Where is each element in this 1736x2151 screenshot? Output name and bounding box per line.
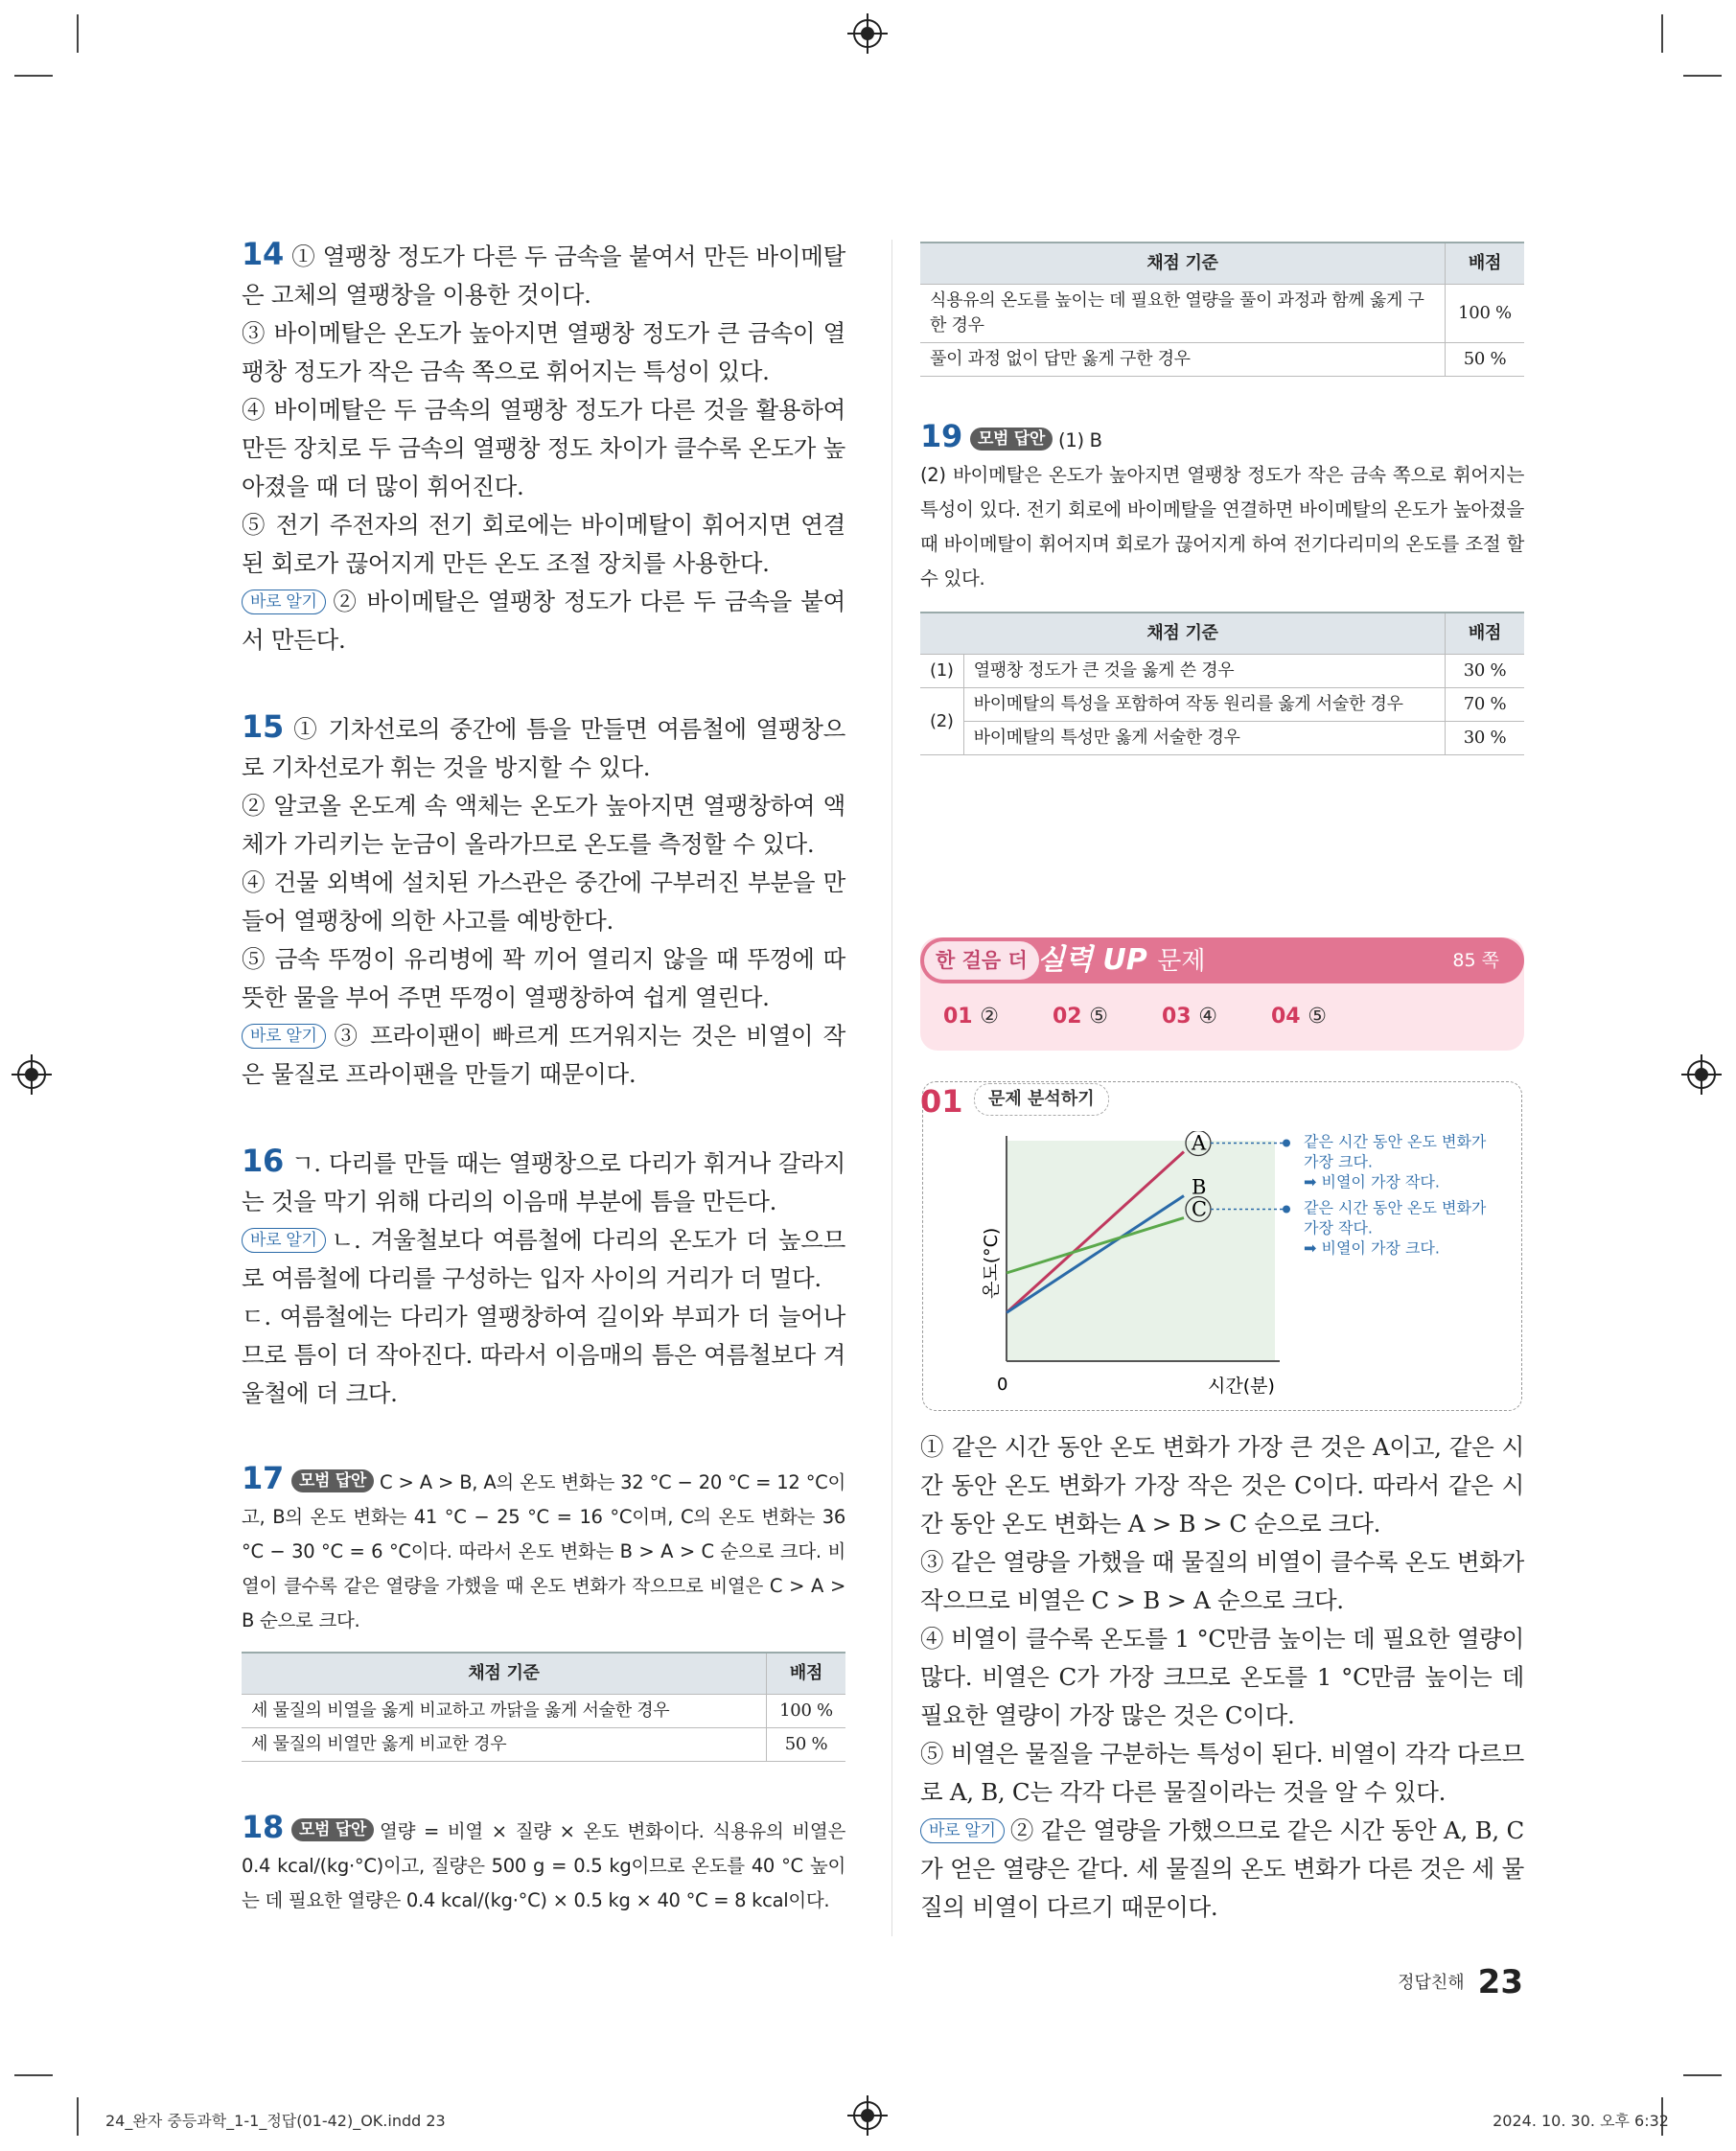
crop-mark (77, 2097, 79, 2136)
crop-mark (14, 75, 53, 77)
question-number: 01 (920, 1083, 963, 1120)
right-column (920, 242, 1524, 755)
left-column (242, 235, 845, 1966)
table-row (242, 1728, 845, 1762)
scoring-table-18 (920, 242, 1524, 377)
annotation-text: 같은 시간 동안 온도 변화가 (1304, 1132, 1487, 1151)
question-16 (242, 1142, 845, 1413)
series-label-C: C (1192, 1197, 1208, 1221)
quick-check-text: ㄴ. 겨울철보다 여름철에 다리의 온도가 더 높으므로 여름철에 다리를 구성하는 입자 사이의 거리가 더 멀다. (242, 1226, 845, 1292)
question-17 (242, 1461, 845, 1762)
explanation-line: ④ 건물 외벽에 설치된 가스관은 중간에 구부러진 부분을 만들어 열팽창에 의한 사고를 예방한다. (242, 868, 845, 935)
plot-area (1007, 1141, 1275, 1361)
criterion-cell: 세 물질의 비열을 옳게 비교하고 까닭을 옳게 서술한 경우 (242, 1695, 767, 1728)
model-answer-text: 열량 = 비열 × 질량 × 온도 변화이다. 식용유의 비열은 0.4 kcal/(kg·°C)이고, 질량은 500 g = 0.5 kg이므로 온도를 40 °C 높이는 데 필요한 열량은 0.4 kcal/(kg·°C) × 0.5 kg × 40 °C = 8 kcal이다. (242, 1820, 845, 1911)
table-header: 배점 (1446, 613, 1525, 655)
explanation-line: ③ 같은 열량을 가했을 때 물질의 비열이 클수록 온도 변화가 작으므로 비열은 C > B > A 순으로 크다. (920, 1548, 1524, 1614)
temperature-chart (949, 1131, 1524, 1409)
points-cell: 100 % (1446, 285, 1525, 343)
answer-item: 04 ⑤ (1271, 1005, 1328, 1029)
series-label-A: A (1192, 1131, 1207, 1155)
explanation-line: ⑤ 비열은 물질을 구분하는 특성이 된다. 비열이 각각 다르므로 A, B, C는 각각 다른 물질이라는 것을 알 수 있다. (920, 1740, 1524, 1806)
points-cell: 50 % (1446, 343, 1525, 377)
annotation-text: 가장 작다. (1304, 1218, 1373, 1237)
explanation-line: ③ 바이메탈은 온도가 높아지면 열팽창 정도가 큰 금속이 열팽창 정도가 작은 금속 쪽으로 휘어지는 특성이 있다. (242, 319, 845, 385)
table-header: 배점 (767, 1653, 846, 1695)
crop-mark (1683, 75, 1722, 77)
quick-check-text: ② 바이메탈은 열팽창 정도가 다른 두 금속을 붙여서 만든다. (242, 588, 845, 654)
quick-check-text: ③ 프라이팬이 빠르게 뜨거워지는 것은 비열이 작은 물질로 프라이팬을 만들기 때문이다. (242, 1022, 845, 1088)
print-slug-left: 24_완자 중등과학_1-1_정답(01-42)_OK.indd 23 (105, 2112, 446, 2130)
points-cell: 70 % (1446, 688, 1525, 722)
origin-label: 0 (997, 1375, 1008, 1395)
analysis-tag: 문제 분석하기 (974, 1083, 1109, 1116)
question-18 (242, 1810, 845, 1918)
series-label-B: B (1192, 1175, 1207, 1199)
registration-mark (853, 2101, 882, 2130)
question-number: 17 (242, 1460, 284, 1496)
explanation-line: ② 알코올 온도계 속 액체는 온도가 높아지면 열팽창하여 액체가 가리키는 눈금이 올라가므로 온도를 측정할 수 있다. (242, 792, 845, 858)
model-answer-badge: 모범 답안 (291, 1469, 374, 1492)
explanation-line: ① 같은 시간 동안 온도 변화가 가장 큰 것은 A이고, 같은 시간 동안 온도 변화가 가장 작은 것은 C이다. 따라서 같은 시간 동안 온도 변화는 A > B > C 순으로 크다. (920, 1433, 1524, 1538)
answer-part-2: (2) 바이메탈은 온도가 높아지면 열팽창 정도가 작은 금속 쪽으로 휘어지는 특성이 있다. 전기 회로에 바이메탈을 연결하면 바이메탈의 온도가 높아졌을 때 바이메탈이 휘어지며 회로가 끊어지게 하여 전기다리미의 온도를 조절 할 수 있다. (920, 464, 1524, 590)
criterion-cell: 식용유의 온도를 높이는 데 필요한 열량을 풀이 과정과 함께 옳게 구한 경우 (920, 285, 1446, 343)
criterion-cell: 바이메탈의 특성만 옳게 서술한 경우 (963, 722, 1445, 755)
print-slug-right: 2024. 10. 30. 오후 6:32 (1493, 2112, 1669, 2130)
banner-title (1037, 937, 1205, 984)
question-number: 16 (242, 1143, 284, 1179)
explanation-line: ⑤ 금속 뚜껑이 유리병에 꽉 끼어 열리지 않을 때 뚜껑에 따뜻한 물을 부어 주면 뚜껑이 열팽창하여 쉽게 열린다. (242, 945, 845, 1011)
criterion-cell: 풀이 과정 없이 답만 옳게 구한 경우 (920, 343, 1446, 377)
criterion-cell: 열팽창 정도가 큰 것을 옳게 쓴 경우 (963, 655, 1445, 688)
footer-label: 정답친해 (1398, 1973, 1465, 1993)
model-answer-badge: 모범 답안 (291, 1818, 374, 1841)
question-number: 18 (242, 1809, 284, 1845)
question-15 (242, 707, 845, 1094)
points-cell: 100 % (767, 1695, 846, 1728)
points-cell: 30 % (1446, 722, 1525, 755)
table-row (920, 343, 1524, 377)
table-row (920, 655, 1524, 688)
table-row (920, 285, 1524, 343)
model-answer-badge: 모범 답안 (970, 428, 1053, 451)
banner-page-ref: 85 쪽 (1452, 950, 1499, 971)
registration-mark (1687, 1060, 1716, 1089)
quick-check-badge: 바로 알기 (242, 1228, 326, 1253)
question-14 (242, 235, 845, 659)
quick-check-badge: 바로 알기 (242, 590, 326, 614)
annotation-text: 가장 크다. (1304, 1152, 1373, 1171)
crop-mark (1661, 14, 1663, 53)
question-19 (920, 419, 1524, 755)
registration-mark (17, 1060, 46, 1089)
crop-mark (1683, 2074, 1722, 2076)
row-label: (2) (920, 688, 963, 755)
table-header: 배점 (1446, 243, 1525, 285)
crop-mark (77, 14, 79, 53)
banner-tag: 한 걸음 더 (924, 941, 1039, 980)
question-number: 19 (920, 418, 962, 454)
column-divider (891, 240, 892, 1936)
answer-item: 03 ④ (1162, 1005, 1218, 1029)
annotation-dot (1283, 1206, 1290, 1214)
table-header: 채점 기준 (242, 1653, 767, 1695)
table-row (920, 722, 1524, 755)
annotation-text: ➡ 비열이 가장 작다. (1304, 1172, 1440, 1191)
annotation-text: 같은 시간 동안 온도 변화가 (1304, 1198, 1487, 1217)
question-number: 15 (242, 708, 284, 745)
explanation-line: ㄷ. 여름철에는 다리가 열팽창하여 길이와 부피가 더 늘어나므로 틈이 더 작아진다. 따라서 이음매의 틈은 여름철보다 겨울철에 더 크다. (242, 1303, 845, 1407)
scoring-table-19 (920, 612, 1524, 755)
points-cell: 30 % (1446, 655, 1525, 688)
page-footer (1398, 1963, 1523, 2001)
table-row (920, 688, 1524, 722)
model-answer-text: C > A > B, A의 온도 변화는 32 °C − 20 °C = 12 °C이고, B의 온도 변화는 41 °C − 25 °C = 16 °C이며, C의 온도 변화는 36 °C − 30 °C = 6 °C이다. 따라서 온도 변화는 B > A > C 순으로 크다. 비열이 클수록 같은 열량을 가했을 때 온도 변화가 작으므로 비열은 C > A > B 순으로 크다. (242, 1471, 845, 1631)
explanation-line: ④ 바이메탈은 두 금속의 열팽창 정도가 다른 것을 활용하여 만든 장치로 두 금속의 열팽창 정도 차이가 클수록 온도가 높아졌을 때 더 많이 휘어진다. (242, 396, 845, 500)
points-cell: 50 % (767, 1728, 846, 1762)
explanation-line: ① 기차선로의 중간에 틈을 만들면 여름철에 열팽창으로 기차선로가 휘는 것을 방지할 수 있다. (242, 715, 845, 781)
y-axis-label: 온도(°C) (981, 1227, 1002, 1299)
quick-check-badge: 바로 알기 (242, 1024, 326, 1049)
crop-mark (14, 2074, 53, 2076)
skill-up-banner (920, 937, 1524, 1051)
criterion-cell: 세 물질의 비열만 옳게 비교한 경우 (242, 1728, 767, 1762)
answer-item: 02 ⑤ (1053, 1005, 1109, 1029)
row-label: (1) (920, 655, 963, 688)
annotation-dot (1283, 1140, 1290, 1147)
question-01-explanation (920, 1428, 1524, 1927)
scoring-table (242, 1652, 845, 1762)
answer-part-1: (1) B (1058, 429, 1102, 451)
banner-title-main: 실력 UP (1037, 943, 1147, 977)
explanation-line: ① 열팽창 정도가 다른 두 금속을 붙여서 만든 바이메탈은 고체의 열팽창을 이용한 것이다. (242, 243, 845, 309)
page-number: 23 (1477, 1963, 1523, 2001)
table-header: 채점 기준 (920, 613, 1446, 655)
criterion-cell: 바이메탈의 특성을 포함하여 작동 원리를 옳게 서술한 경우 (963, 688, 1445, 722)
x-axis-label: 시간(분) (1208, 1376, 1275, 1397)
explanation-line: ㄱ. 다리를 만들 때는 열팽창으로 다리가 휘거나 갈라지는 것을 막기 위해 다리의 이음매 부분에 틈을 만든다. (242, 1149, 845, 1215)
explanation-line: ⑤ 전기 주전자의 전기 회로에는 바이메탈이 휘어지면 연결된 회로가 끊어지게 만든 온도 조절 장치를 사용한다. (242, 511, 845, 577)
explanation-line: ④ 비열이 클수록 온도를 1 °C만큼 높이는 데 필요한 열량이 많다. 비열은 C가 가장 크므로 온도를 1 °C만큼 높이는 데 필요한 열량이 가장 많은 것은 C이다. (920, 1625, 1524, 1729)
answer-item: 01 ② (943, 1005, 1000, 1029)
registration-mark (853, 19, 882, 48)
banner-title-sub: 문제 (1157, 947, 1206, 976)
quick-check-text: ② 같은 열량을 가했으므로 같은 시간 동안 A, B, C가 얻은 열량은 같다. 세 물질의 온도 변화가 다른 것은 세 물질의 비열이 다르기 때문이다. (920, 1816, 1524, 1921)
question-number: 14 (242, 236, 284, 272)
annotation-text: ➡ 비열이 가장 크다. (1304, 1238, 1440, 1258)
banner-header (920, 937, 1524, 983)
table-row (242, 1695, 845, 1728)
table-header: 채점 기준 (920, 243, 1446, 285)
quick-check-badge: 바로 알기 (920, 1818, 1005, 1843)
